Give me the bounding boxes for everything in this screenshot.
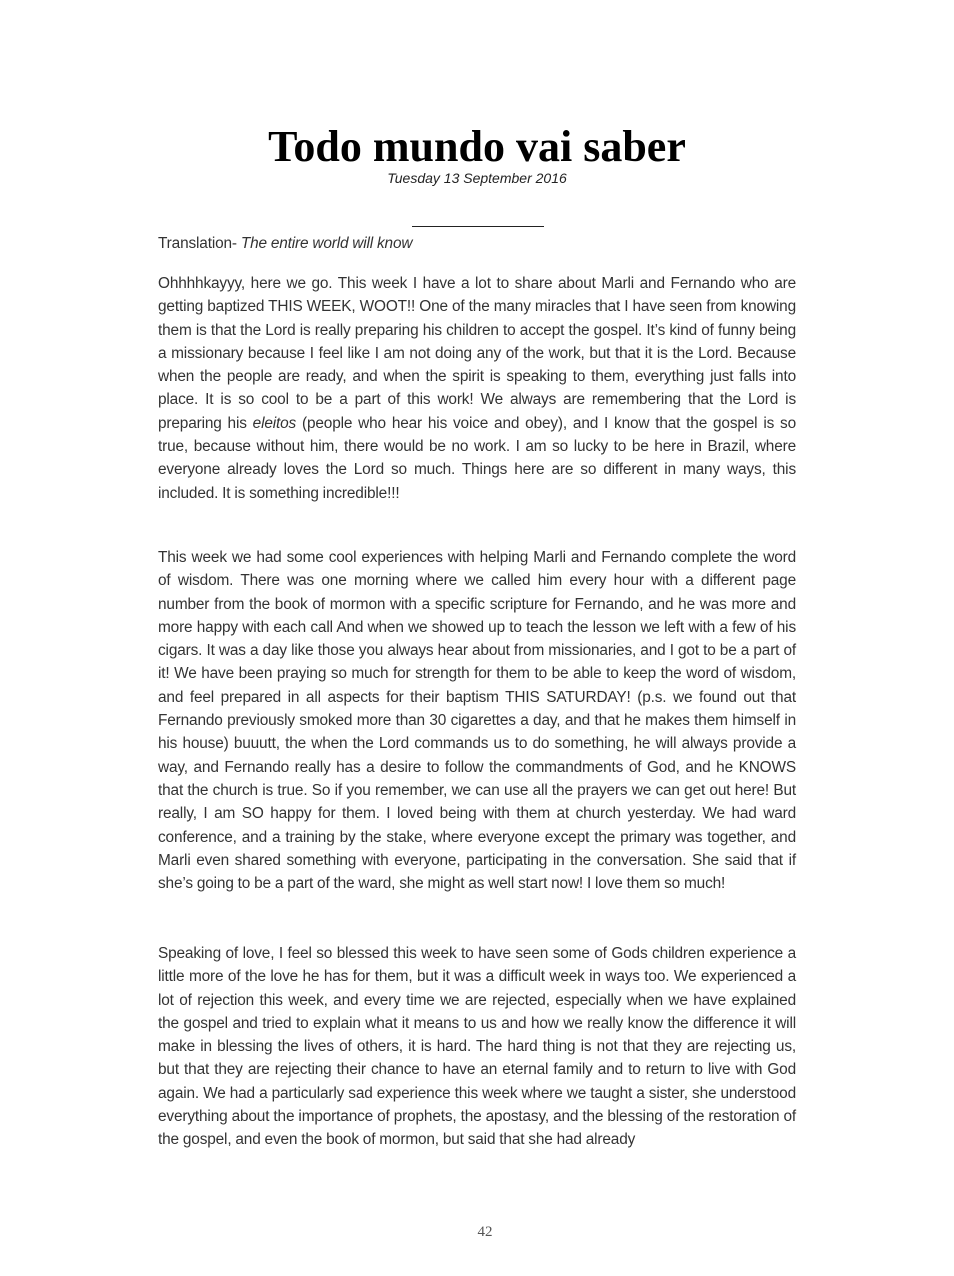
paragraph-3 [158,942,796,1152]
paragraph-1-text-a: Ohhhhkayyy, here we go. This week I have a lot to share about Marli and Fernando who are getting baptized THIS WEEK, WOOT!! One of the many miracles that I have seen from knowing them is that the Lord is really preparing his children to accept the gospel. It’s kind of funny being a missionary because I feel like I am not doing any of the work, but that it is the Lord. Because when the people are ready, and when the spirit is speaking to them, everything just falls into place. It is so cool to be a part of this work! We always are remembering that the Lord is preparing his [158,275,796,432]
translation-line [158,232,796,255]
title-divider [412,226,544,227]
page-title: Todo mundo vai saber [268,122,686,171]
paragraph-1-italic-word: eleitos [252,414,297,432]
translation-label: Translation- [158,235,241,252]
paragraph-3-text: Speaking of love, I feel so blessed this week to have seen some of Gods children experience a little more of the love he has for them, but it was a difficult week in ways too. We experienced a lot of rejection this week, and every time we are rejected, especially when we have explained the gospel and tried to explain what it means to us and how we really know the difference it will make in blessing the lives of others, it is hard. The hard thing is not that they are rejecting us, but that they are rejecting their chance to have an eternal family and to return to live with God again. We had a particularly sad experience this week where we taught a sister, she understood everything about the importance of prophets, the apostasy, and the blessing of the restoration of the gospel, and even the book of mormon, but said that she had already [158,945,796,1149]
paragraph-1-text-b: (people who hear his voice and obey), and I know that the gospel is so true, because without him, there would be no work. I am so lucky to be here in Brazil, where everyone already loves the Lord so much. Things here are so different in many ways, this included. It is something incredible!!! [158,414,796,502]
page-number: 42 [477,1224,493,1240]
translation-text: The entire world will know [240,235,413,252]
paragraph-2-text: This week we had some cool experiences with helping Marli and Fernando complete the word of wisdom. There was one morning where we called him every hour with a different page number from the book of mormon with a specific scripture for Fernando, and he was more and more happy with each call And when we showed up to teach the lesson we left with a few of his cigars. It was a day like those you always hear about from missionaries, and I got to be a part of it! We have been praying so much for strength for them to be able to keep the word of wisdom, and feel prepared in all aspects for their baptism THIS SATURDAY! (p.s. we found out that Fernando previously smoked more than 30 cigarettes a day, and that he makes them himself in his house) buuutt, the when the Lord commands us to do something, he will always provide a way, and Fernando really has a desire to follow the commandments of God, and he KNOWS that the church is true. So if you remember, we can use all the prayers we can get out here! But really, I am SO happy for them. I loved being with them at church yesterday. We had ward conference, and a training by the stake, where everyone except the primary was together, and Marli even shared something with everyone, participating in the conversation. She said that if she’s going to be a part of the ward, she might as well start now! I love them so much! [158,549,796,893]
paragraph-1 [158,272,796,505]
post-date: Tuesday 13 September 2016 [387,170,567,186]
paragraph-2 [158,546,796,895]
